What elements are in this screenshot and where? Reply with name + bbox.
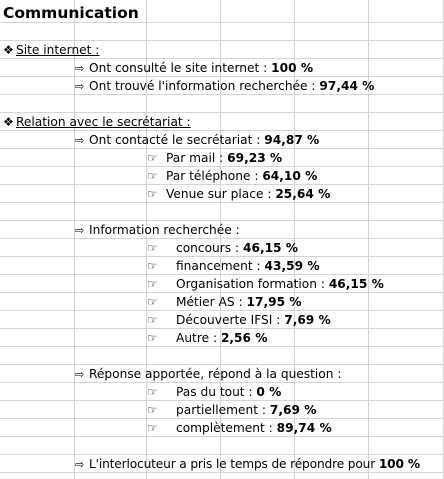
- item-label: Par téléphone :: [166, 169, 263, 183]
- section-heading: Site internet :: [16, 43, 100, 57]
- item-value: 7,69 %: [269, 403, 317, 417]
- item-label: Ont contacté le secrétariat :: [89, 133, 265, 147]
- pointing-hand-icon: ☞: [147, 331, 158, 345]
- item-value: 94,87 %: [264, 133, 320, 147]
- arrow-right-icon: ⇨: [75, 80, 85, 93]
- item-label: Pas du tout :: [176, 385, 257, 399]
- list-item: [147, 401, 316, 419]
- item-label: L'interlocuteur a pris le temps de répondre pour: [89, 457, 379, 471]
- subsection-information: [75, 221, 240, 239]
- list-item: [147, 239, 298, 257]
- arrow-right-icon: ⇨: [75, 458, 85, 471]
- section-site-internet: [3, 41, 99, 59]
- item-value: 43,59 %: [264, 259, 320, 273]
- pointing-hand-icon: ☞: [147, 313, 158, 327]
- subsection-reponse: [75, 365, 341, 383]
- arrow-right-icon: ⇨: [75, 134, 85, 147]
- list-item: [75, 59, 313, 77]
- item-label: Ont trouvé l'information recherchée :: [89, 79, 320, 93]
- item-value: 46,15 %: [242, 241, 298, 255]
- list-item: [147, 257, 320, 275]
- item-value: 100 %: [378, 457, 420, 471]
- pointing-hand-icon: ☞: [147, 295, 158, 309]
- list-item: [147, 419, 332, 437]
- pointing-hand-icon: ☞: [147, 259, 158, 273]
- section-relation: [3, 113, 191, 131]
- item-value: 7,69 %: [284, 313, 331, 327]
- page-title: Communication: [3, 4, 139, 22]
- pointing-hand-icon: ☞: [147, 241, 158, 255]
- pointing-hand-icon: ☞: [147, 385, 158, 399]
- pointing-hand-icon: ☞: [147, 151, 158, 165]
- list-item: [75, 77, 374, 95]
- item-value: 69,23 %: [227, 151, 283, 165]
- arrow-right-icon: ⇨: [75, 62, 85, 75]
- list-item: [147, 383, 281, 401]
- item-label: Ont consulté le site internet :: [89, 61, 272, 75]
- item-label: Découverte IFSI :: [176, 313, 285, 327]
- pointing-hand-icon: ☞: [147, 403, 158, 417]
- item-value: 2,56 %: [220, 331, 268, 345]
- arrow-right-icon: ⇨: [75, 368, 85, 381]
- list-item: [147, 167, 317, 185]
- arrow-right-icon: ⇨: [75, 224, 85, 237]
- item-label: Venue sur place :: [166, 187, 276, 201]
- item-value: 25,64 %: [275, 187, 331, 201]
- subsection-heading: Information recherchée :: [89, 223, 240, 237]
- item-value: 0 %: [256, 385, 282, 399]
- list-item: [147, 185, 330, 203]
- pointing-hand-icon: ☞: [147, 187, 158, 201]
- item-label: concours :: [176, 241, 243, 255]
- item-label: Organisation formation :: [176, 277, 329, 291]
- list-item: [147, 149, 282, 167]
- item-label: Par mail :: [166, 151, 228, 165]
- list-item: [147, 293, 302, 311]
- diamond-bullet-icon: ❖: [3, 115, 14, 129]
- pointing-hand-icon: ☞: [147, 421, 158, 435]
- list-item: [75, 131, 319, 149]
- item-label: complètement :: [176, 421, 277, 435]
- item-value: 100 %: [271, 61, 314, 75]
- item-value: 64,10 %: [262, 169, 318, 183]
- item-label: Autre :: [176, 331, 221, 345]
- item-label: partiellement :: [176, 403, 270, 417]
- section-heading: Relation avec le secrétariat :: [16, 115, 191, 129]
- list-item: [147, 329, 267, 347]
- item-value: 97,44 %: [319, 79, 375, 93]
- item-value: 46,15 %: [328, 277, 384, 291]
- list-item: [147, 311, 331, 329]
- pointing-hand-icon: ☞: [147, 277, 158, 291]
- item-label: financement :: [176, 259, 265, 273]
- list-item: [147, 275, 384, 293]
- item-label: Métier AS :: [176, 295, 247, 309]
- subsection-heading: Réponse apportée, répond à la question :: [89, 367, 342, 381]
- item-value: 89,74 %: [276, 421, 332, 435]
- pointing-hand-icon: ☞: [147, 169, 158, 183]
- item-value: 17,95 %: [246, 295, 302, 309]
- list-item-interlocuteur: [75, 455, 420, 473]
- diamond-bullet-icon: ❖: [3, 43, 14, 57]
